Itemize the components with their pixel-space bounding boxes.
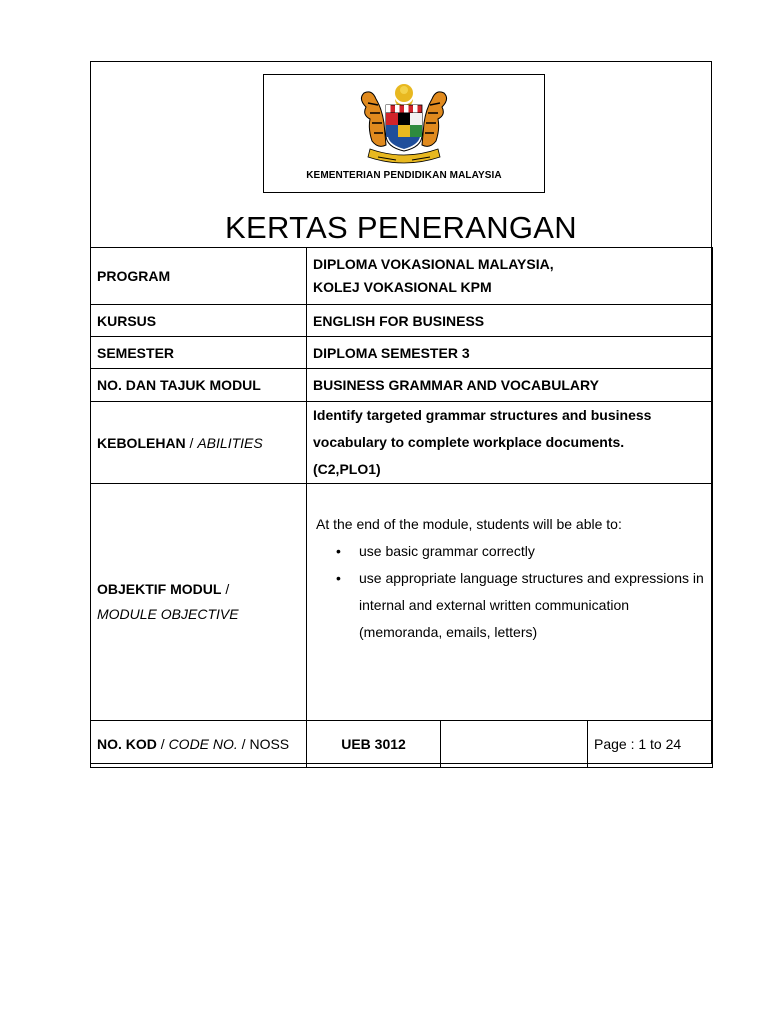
program-label: PROGRAM bbox=[91, 248, 307, 305]
kebolehan-label bbox=[91, 402, 307, 484]
ministry-logo-box bbox=[263, 74, 545, 193]
row-semester bbox=[91, 337, 713, 369]
kebolehan-label-sep: / bbox=[185, 434, 198, 451]
kebolehan-label-italic: ABILITIES bbox=[197, 434, 263, 451]
document-frame bbox=[90, 61, 712, 764]
objektif-label-line1 bbox=[97, 577, 300, 602]
objektif-label-line2 bbox=[97, 602, 300, 627]
objektif-label bbox=[91, 484, 307, 721]
objektif-intro: At the end of the module, students will be able to: bbox=[316, 516, 622, 532]
kursus-value: ENGLISH FOR BUSINESS bbox=[307, 305, 713, 337]
modul-label: NO. DAN TAJUK MODUL bbox=[91, 369, 307, 402]
kebolehan-value-line2: vocabulary to complete workplace documents. bbox=[313, 434, 625, 450]
code-label-italic: CODE NO. bbox=[168, 736, 238, 752]
kebolehan-value-line1: Identify targeted grammar structures and business bbox=[313, 407, 652, 423]
code-value: UEB 3012 bbox=[307, 721, 441, 768]
kursus-label: KURSUS bbox=[91, 305, 307, 337]
row-code bbox=[91, 721, 713, 768]
modul-value: BUSINESS GRAMMAR AND VOCABULARY bbox=[307, 369, 713, 402]
module-info-table bbox=[90, 247, 713, 768]
objektif-label-italic: MODULE OBJECTIVE bbox=[97, 606, 239, 622]
row-kursus bbox=[91, 305, 713, 337]
document-title: KERTAS PENERANGAN bbox=[225, 210, 577, 245]
program-value bbox=[307, 248, 713, 305]
objektif-item: • use appropriate language structures and expressions in internal and external written communication (memoranda, emails, letters) bbox=[336, 565, 704, 646]
code-label-sep2: / NOSS bbox=[237, 736, 290, 752]
program-value-line1: DIPLOMA VOKASIONAL MALAYSIA, bbox=[313, 256, 554, 272]
ministry-name: KEMENTERIAN PENDIDIKAN MALAYSIA bbox=[306, 170, 502, 181]
page-number: Page : 1 to 24 bbox=[588, 721, 713, 768]
row-modul bbox=[91, 369, 713, 402]
kebolehan-value bbox=[307, 402, 713, 484]
kebolehan-value-line3: (C2,PLO1) bbox=[313, 461, 381, 477]
row-objektif bbox=[91, 484, 713, 721]
coat-of-arms-icon bbox=[348, 79, 460, 171]
objektif-label-sep: / bbox=[221, 581, 230, 597]
objektif-value bbox=[307, 484, 713, 721]
program-value-line2: KOLEJ VOKASIONAL KPM bbox=[313, 279, 492, 295]
code-label-bold: NO. KOD bbox=[97, 736, 157, 752]
objektif-item: • use basic grammar correctly bbox=[336, 538, 704, 565]
row-kebolehan bbox=[91, 402, 713, 484]
row-program bbox=[91, 248, 713, 305]
objektif-label-bold: OBJEKTIF MODUL bbox=[97, 581, 222, 597]
kebolehan-label-bold: KEBOLEHAN bbox=[97, 434, 186, 451]
code-label bbox=[91, 721, 307, 768]
semester-value: DIPLOMA SEMESTER 3 bbox=[307, 337, 713, 369]
objektif-list bbox=[316, 538, 704, 646]
code-label-sep1: / bbox=[156, 736, 169, 752]
code-empty-cell bbox=[441, 721, 588, 768]
semester-label: SEMESTER bbox=[91, 337, 307, 369]
